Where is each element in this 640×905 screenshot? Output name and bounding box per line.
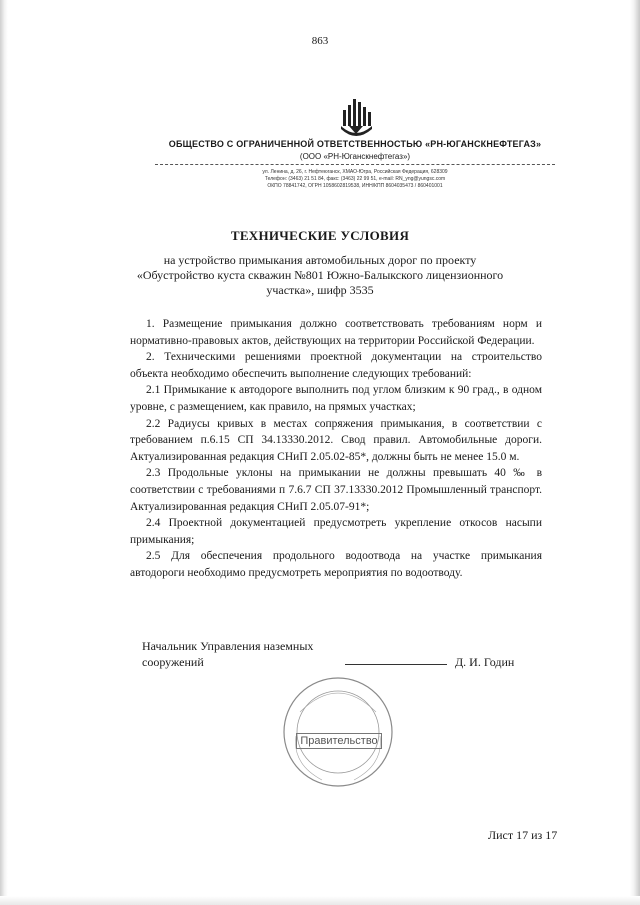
subtitle-line-3: участка», шифр 3535 — [266, 283, 374, 297]
signatory-name: Д. И. Годин — [455, 655, 515, 669]
subtitle-line-2: «Обустройство куста скважин №801 Южно-Балыкского лицензионного — [136, 268, 504, 282]
document-title: ТЕХНИЧЕСКИЕ УСЛОВИЯ — [230, 228, 410, 243]
company-name: ОБЩЕСТВО С ОГРАНИЧЕННОЙ ОТВЕТСТВЕННОСТЬЮ «РН-ЮГАНСКНЕФТЕГАЗ» — [168, 139, 542, 149]
contacts-line: Телефон: (3463) 21 51 84, факс: (3463) 22 99 51, e-mail: RN_yng@yungsc.com — [264, 176, 446, 182]
stamp-center-text: Правительство — [296, 733, 382, 749]
address-line: ул. Ленина, д. 26, г. Нефтеюганск, ХМАО-Югра, Российская Федерация, 628309 — [262, 169, 448, 175]
paragraph-2-2: 2.2 Радиусы кривых в местах сопряжения примыкания, в соответствии с требованием п.6.15 СП 34.13330.2012. Свод правил. Автомобильные дороги. Актуализированная редакция СНиП 2.05.02-85*, должны быть не менее 15.0 м. — [130, 417, 542, 463]
signatory-position-line-1: Начальник Управления наземных — [142, 639, 314, 653]
stamp-seal-icon — [282, 676, 394, 788]
paragraph-2-1: 2.1 Примыкание к автодороге выполнить под углом близким к 90 град., в одном уровне, с размещением, как правило, на прямых участках; — [130, 384, 542, 413]
company-short-name: (ООО «РН-Юганскнефтегаз») — [299, 152, 411, 161]
paragraph-2-5: 2.5 Для обеспечения продольного водоотвода на участке примыкания автодороги необходимо предусмотреть мероприятия по водоотводу. — [130, 550, 542, 579]
scan-edge-bottom — [0, 896, 640, 905]
subtitle-line-1: на устройство примыкания автомобильных дорог по проекту — [163, 253, 477, 267]
signatory-position-line-2: сооружений — [142, 655, 204, 669]
paragraph-2: 2. Техническими решениями проектной документации на строительство объекта необходимо обеспечить выполнение следующих требований: — [130, 351, 542, 380]
page-number: 863 — [311, 35, 329, 47]
letterhead-divider — [155, 164, 555, 165]
paragraph-1: 1. Размещение примыкания должно соответствовать требованиям норм и нормативно-правовых актов, действующих на территории Российской Федерации. — [130, 318, 542, 347]
paragraph-2-4: 2.4 Проектной документацией предусмотреть укрепление откосов насыпи примыкания; — [130, 517, 542, 546]
scan-edge-left — [0, 0, 8, 905]
paragraph-2-3: 2.3 Продольные уклоны на примыкании не должны превышать 40 ‰ в соответствии с требованиями п 7.6.7 СП 37.13330.2012 Промышленный транспорт. Актуализированная редакция СНиП 2.05.07-91*; — [130, 467, 542, 513]
signature-line — [345, 664, 447, 665]
company-logo-icon — [339, 96, 373, 142]
sheet-counter: Лист 17 из 17 — [488, 828, 558, 842]
scan-edge-right — [630, 0, 640, 905]
registration-line: ОКПО 78841742, ОГРН 1058602819538, ИНН/КПП 8604035473 / 860401001 — [267, 183, 443, 189]
document-body — [130, 316, 542, 582]
